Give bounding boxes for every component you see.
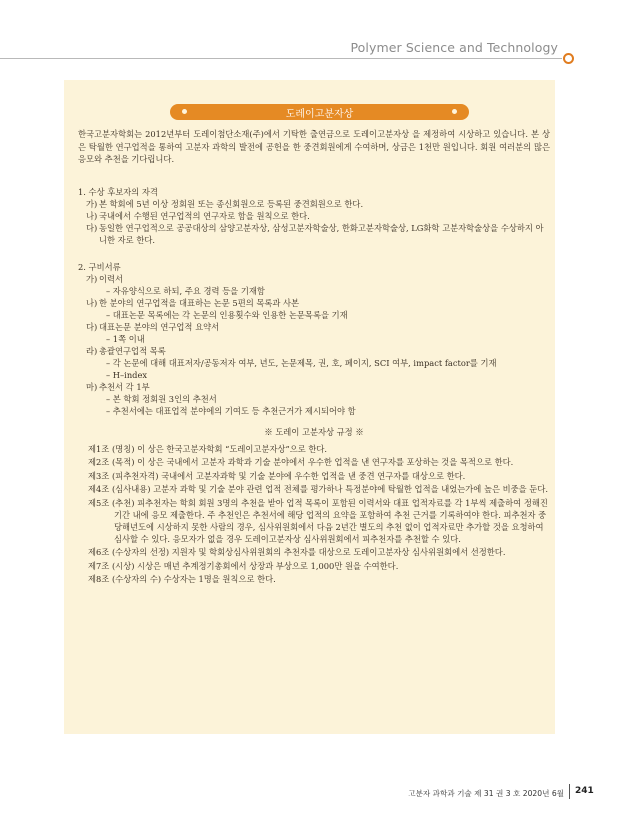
bullet-dot-right — [452, 109, 457, 114]
rule-article: 제5조 (추천) 피추천자는 학회 회원 3명의 추천을 받아 업적 목록이 포함된 이력서와 대표 업적자료를 각 1부씩 제출하여 정해진 기간 내에 응모 제출한다. 주 추천인은 추천서에 해당 업적의 요약을 포함하여 추천 근거를 기록하여야 한다. 피추천자 중 당해년도에 시상하지 못한 사람의 경우, 심사위원회에서 다음 2년간 별도의 추천 없이 업적자료만 추가할 것을 요청하여 심사할 수 있다. 응모자가 없을 경우 도레이고분자상 심사위원회에서 피추천자를 추천할 수 있다. — [88, 497, 548, 544]
list-item — [78, 222, 550, 246]
article-body — [78, 128, 550, 587]
section-title: 2. 구비서류 — [78, 261, 121, 272]
header-rule — [0, 58, 562, 59]
rules-section — [78, 426, 550, 586]
sub-item: – 추천서에는 대표업적 분야에의 기여도 등 추천근거가 제시되어야 함 — [106, 405, 356, 416]
list-item — [78, 273, 550, 285]
rule-article: 제4조 (심사내용) 고분자 과학 및 기술 분야 관련 업적 전체를 평가하나 특정분야에 탁월한 업적을 내었는가에 높은 비중을 둔다. — [88, 484, 548, 494]
item-label: 다) — [86, 321, 98, 332]
list-item — [78, 297, 550, 309]
item-label: 다) — [86, 222, 98, 233]
sub-item: – H–index — [106, 369, 148, 380]
page-number: 241 — [575, 786, 594, 796]
rule-article: 제1조 (명칭) 이 상은 한국고분자학회 “도레이고분자상”으로 한다. — [88, 443, 328, 454]
list-item — [78, 345, 550, 357]
item-text: 대표논문 분야의 연구업적 요약서 — [99, 321, 220, 332]
rules-title: ※ 도레이 고분자상 규정 ※ — [264, 426, 364, 437]
item-text: 본 학회에 5년 이상 정회원 또는 종신회원으로 등록된 중견회원으로 한다. — [99, 198, 364, 209]
header-ring-ornament — [563, 53, 574, 64]
sub-item: – 1쪽 이내 — [106, 333, 145, 344]
item-label: 마) — [86, 381, 98, 392]
sub-item: – 대표논문 목록에는 각 논문의 인용횟수와 인용한 논문목록을 기재 — [106, 309, 348, 320]
item-text: 동일한 연구업적으로 공공대상의 삼양고분자상, 삼성고분자학술상, 한화고분자학술상, LG화학 고분자학술상을 수상하지 아니한 자로 한다. — [99, 222, 544, 245]
rule-article: 제6조 (수상자의 선정) 지원자 및 학회상심사위원회의 추천자를 대상으로 도레이고분자상 심사위원회에서 선정한다. — [88, 547, 506, 557]
item-label: 가) — [86, 198, 98, 209]
item-text: 추천서 각 1부 — [99, 381, 150, 392]
list-item — [78, 321, 550, 333]
item-text: 국내에서 수행된 연구업적의 연구자로 함을 원칙으로 한다. — [99, 210, 310, 221]
section-documents — [78, 261, 550, 417]
item-text: 이력서 — [99, 273, 124, 284]
item-label: 가) — [86, 273, 98, 284]
sub-item: – 자유양식으로 하되, 주요 경력 등을 기재함 — [106, 285, 265, 296]
sub-item: – 각 논문에 대해 대표저자/공동저자 여부, 년도, 논문제목, 권, 호, 페이지, SCI 여부, impact factor를 기재 — [106, 357, 497, 368]
rule-article: 제8조 (수상자의 수) 수상자는 1명을 원칙으로 한다. — [88, 574, 276, 584]
intro-paragraph: 한국고분자학회는 2012년부터 도레이첨단소재(주)에서 기탁한 출연금으로 도레이고분자상 을 제정하여 시상하고 있습니다. 본 상은 탁월한 연구업적을 통하여 고분자 과학의 발전에 공헌을 한 중견회원에게 수여하며, 상금은 1천만 원입니다. 회원 여러분의 많은 응모와 추천을 기다립니다. — [78, 129, 550, 164]
item-label: 나) — [86, 210, 98, 221]
title-banner — [170, 104, 469, 120]
footer-citation: 고분자 과학과 기술 제 31 권 3 호 2020년 6월 — [408, 789, 564, 798]
list-item — [78, 210, 550, 222]
section-title: 1. 수상 후보자의 자격 — [78, 186, 158, 197]
list-item — [78, 198, 550, 210]
item-text: 총괄연구업적 목록 — [99, 345, 166, 356]
item-label: 나) — [86, 297, 98, 308]
rule-article: 제3조 (피추천자격) 국내에서 고분자과학 및 기술 분야에 우수한 업적을 낸 중견 연구자를 대상으로 한다. — [88, 470, 466, 481]
journal-title: Polymer Science and Technology — [350, 40, 558, 55]
rule-article: 제2조 (목적) 이 상은 국내에서 고분자 과학과 기술 분야에서 우수한 업적을 낸 연구자를 포상하는 것을 목적으로 한다. — [88, 457, 514, 467]
item-label: 라) — [86, 345, 98, 356]
rule-article: 제7조 (시상) 시상은 매년 추계정기총회에서 상장과 부상으로 1,000만 원을 수여한다. — [88, 560, 399, 571]
item-text: 한 분야의 연구업적을 대표하는 논문 5편의 목록과 사본 — [99, 297, 300, 308]
footer-divider — [569, 784, 570, 799]
banner-title: 도레이고분자상 — [285, 109, 354, 120]
sub-item: – 본 학회 정회원 3인의 추천서 — [106, 393, 217, 404]
section-eligibility — [78, 186, 550, 246]
list-item — [78, 381, 550, 393]
